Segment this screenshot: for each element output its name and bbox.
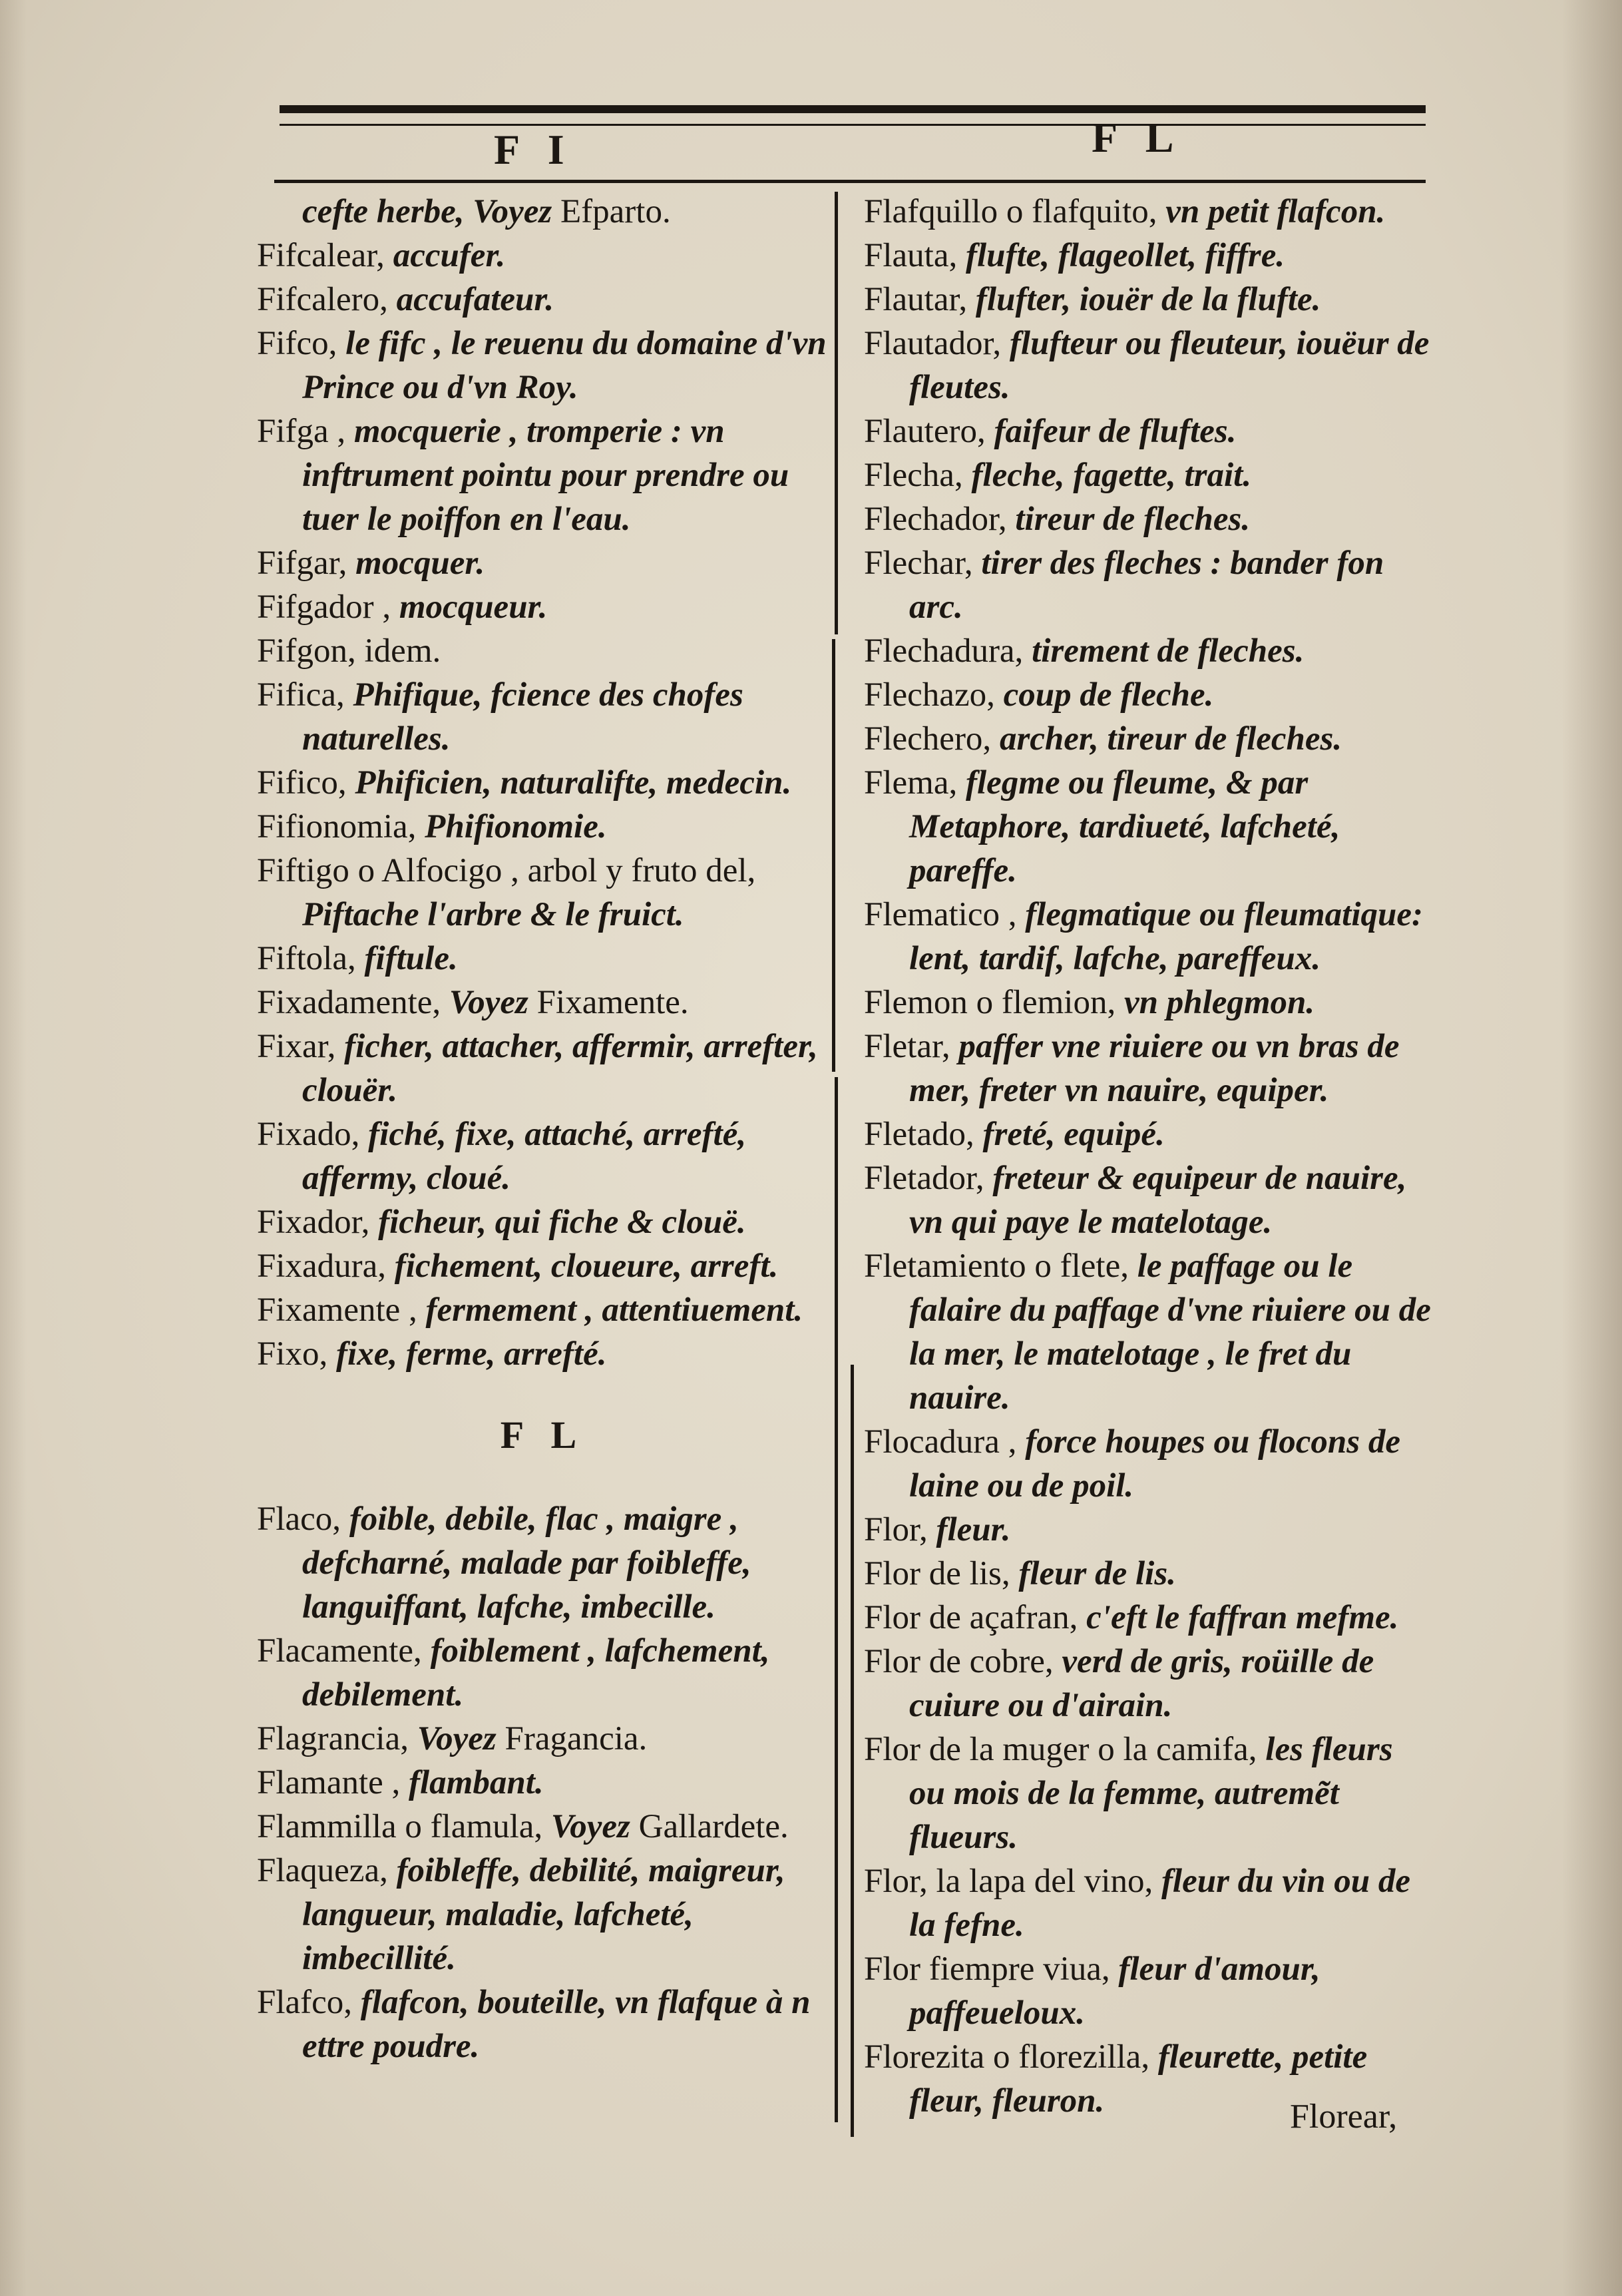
dictionary-entry (257, 1717, 829, 1761)
definition: paffer vne riuiere ou vn bras de mer, freter vn nauire, equiper. (909, 1028, 1400, 1109)
dictionary-entry (257, 585, 829, 629)
cross-reference: Fragancia. (496, 1720, 648, 1757)
definition: Voyez (417, 1720, 497, 1757)
headword: Flautador, (864, 325, 1010, 362)
definition: foibleffe, debilité, maigreur, langueur, maladie, lafcheté, imbecillité. (302, 1852, 785, 1977)
definition: Voyez (550, 1808, 630, 1845)
definition: Voyez (449, 984, 528, 1021)
definition: Phifique, fcience des chofes naturelles. (302, 676, 743, 758)
definition: cefte herbe, Voyez (302, 193, 552, 230)
dictionary-entry (257, 541, 829, 585)
dictionary-entry (257, 1805, 829, 1849)
headword: Flechadura, (864, 632, 1032, 670)
definition: c'eft le faffran mefme. (1086, 1599, 1399, 1636)
headword: Flafco, (257, 1984, 361, 2021)
dictionary-entry (864, 1420, 1436, 1508)
headword: Fifcalear, (257, 237, 393, 274)
dictionary-entry (257, 1025, 829, 1112)
dictionary-entry (257, 1849, 829, 1980)
left-column (257, 190, 829, 2068)
dictionary-entry (864, 893, 1436, 981)
definition: tirer des fleches : bander fon arc. (909, 545, 1384, 626)
definition: le paffage ou le falaire du paffage d'vne riuiere ou de la mer, le matelotage , le fret du nauire. (909, 1248, 1431, 1417)
definition: le fifc , le reuenu du domaine d'vn Prince ou d'vn Roy. (302, 325, 827, 406)
dictionary-entry (864, 981, 1436, 1025)
column-divider (851, 1365, 854, 2137)
headword: Fiftigo o Alfocigo , arbol y fruto del, (257, 852, 756, 889)
dictionary-entry (864, 322, 1436, 409)
headword: Flautero, (864, 413, 994, 450)
headword: Flor de açafran, (864, 1599, 1087, 1636)
headword: Flor, (864, 1511, 936, 1548)
headword: Fifica, (257, 676, 353, 714)
dictionary-entry (864, 1112, 1436, 1156)
dictionary-entry (864, 541, 1436, 629)
headword: Fifgon, idem. (257, 632, 441, 670)
left-entries-top (257, 190, 829, 1376)
dictionary-entry (257, 1980, 829, 2068)
definition: foible, debile, flac , maigre , defcharné, malade par foibleffe, languiffant, lafche, imbecille. (302, 1500, 751, 1626)
headword: Fixadura, (257, 1248, 395, 1285)
definition: fleche, fagette, trait. (971, 457, 1252, 494)
headword: Flacamente, (257, 1632, 431, 1670)
headword: Fletamiento o flete, (864, 1248, 1137, 1285)
dictionary-entry (864, 1640, 1436, 1727)
headword: Flechador, (864, 501, 1016, 538)
headword: Flematico , (864, 896, 1026, 933)
headword: Flor de la muger o la camifa, (864, 1731, 1266, 1768)
headword: Flechar, (864, 545, 982, 582)
definition: flegme ou fleume, & par Metaphore, tardiueté, lafcheté, pareffe. (909, 764, 1340, 889)
definition: flambant. (409, 1764, 544, 1801)
headword: Fifga , (257, 413, 354, 450)
dictionary-entry (864, 1947, 1436, 2035)
running-head-right: F L (1092, 114, 1183, 161)
dictionary-entry (257, 937, 829, 981)
definition: mocquer. (355, 545, 485, 582)
page-edge-shadow-right (1562, 0, 1622, 2296)
dictionary-entry (257, 1761, 829, 1805)
definition: fermement , attentiuement. (425, 1291, 803, 1329)
definition: tireur de fleches. (1015, 501, 1251, 538)
dictionary-entry (864, 1859, 1436, 1947)
headword: Fixadamente, (257, 984, 449, 1021)
definition: Phifionomie. (425, 808, 607, 845)
dictionary-entry (257, 1497, 829, 1629)
headword: Flautar, (864, 281, 976, 318)
top-rule (280, 105, 1426, 113)
headword: Fixo, (257, 1335, 337, 1373)
headword: Fiftola, (257, 940, 365, 977)
headword: Flor de cobre, (864, 1643, 1062, 1680)
cross-reference: Gallardete. (630, 1808, 789, 1845)
running-head-left: F I (494, 126, 574, 173)
headword: Fixador, (257, 1204, 379, 1241)
headword: Fixado, (257, 1116, 369, 1153)
dictionary-entry (864, 673, 1436, 717)
definition: Phificien, naturalifte, medecin. (355, 764, 792, 802)
definition: fleur du vin ou de la fefne. (909, 1863, 1410, 1944)
definition: foiblement , lafchement, debilement. (302, 1632, 770, 1714)
dictionary-entry (864, 1596, 1436, 1640)
headword: Flema, (864, 764, 966, 802)
dictionary-entry (257, 629, 829, 673)
definition: ficheur, qui fiche & clouë. (378, 1204, 746, 1241)
dictionary-entry (864, 278, 1436, 322)
headword: Flagrancia, (257, 1720, 417, 1757)
column-divider (832, 639, 835, 1072)
headword: Fletar, (864, 1028, 959, 1065)
definition: coup de fleche. (1003, 676, 1214, 714)
left-entries-bottom (257, 1497, 829, 2068)
dictionary-entry (257, 1112, 829, 1200)
dictionary-entry (257, 409, 829, 541)
headword: Fletador, (864, 1160, 993, 1197)
definition: fichement, cloueure, arreft. (394, 1248, 779, 1285)
headword: Fifico, (257, 764, 355, 802)
definition: verd de gris, roüille de cuiure ou d'airain. (909, 1643, 1374, 1724)
definition: tirement de fleches. (1032, 632, 1305, 670)
right-entries (864, 190, 1436, 2123)
page-edge-shadow-left (0, 0, 27, 2296)
headword: Fifgar, (257, 545, 356, 582)
dictionary-entry (257, 981, 829, 1025)
headword: Flamante , (257, 1764, 409, 1801)
dictionary-entry (864, 1727, 1436, 1859)
column-divider (835, 1077, 838, 2122)
headword: Flecha, (864, 457, 972, 494)
dictionary-entry (257, 849, 829, 937)
dictionary-entry (257, 234, 829, 278)
definition: mocqueur. (399, 588, 548, 626)
definition: Piftache l'arbre & le fruict. (302, 896, 684, 933)
cross-reference: Efparto. (552, 193, 671, 230)
headword: Flemon o flemion, (864, 984, 1124, 1021)
definition: mocquerie , tromperie : vn inftrument pointu pour prendre ou tuer le poiffon en l'eau. (302, 413, 789, 538)
dictionary-entry (257, 322, 829, 409)
headword: Flor de lis, (864, 1555, 1019, 1592)
headword: Fixamente , (257, 1291, 426, 1329)
definition: flufteur ou fleuteur, iouëur de fleutes. (909, 325, 1430, 406)
definition: faifeur de fluftes. (994, 413, 1237, 450)
definition: fleur de lis. (1018, 1555, 1176, 1592)
headword: Flafquillo o flafquito, (864, 193, 1166, 230)
dictionary-entry (864, 1508, 1436, 1552)
dictionary-entry (864, 497, 1436, 541)
dictionary-entry (864, 761, 1436, 893)
dictionary-entry (257, 1332, 829, 1376)
definition: accufer. (393, 237, 506, 274)
dictionary-entry (864, 1156, 1436, 1244)
headword: Florezita o florezilla, (864, 2038, 1158, 2076)
dictionary-entry (257, 1200, 829, 1244)
definition: flafcon, bouteille, vn flafque à n ettre poudre. (302, 1984, 811, 2065)
headword: Flechero, (864, 720, 1000, 758)
headword: Flor, la lapa del vino, (864, 1863, 1161, 1900)
headword: Flor fiempre viua, (864, 1951, 1119, 1988)
dictionary-entry (257, 1629, 829, 1717)
headword: Fifco, (257, 325, 346, 362)
definition: fixe, ferme, arrefté. (336, 1335, 607, 1373)
dictionary-entry (864, 234, 1436, 278)
headword: Flocadura , (864, 1423, 1026, 1461)
dictionary-entry (864, 409, 1436, 453)
definition: fiché, fixe, attaché, arrefté, affermy, cloué. (302, 1116, 747, 1197)
headword: Flaco, (257, 1500, 349, 1538)
definition: fleurette, petite fleur, fleuron. (909, 2038, 1368, 2120)
dictionary-entry (864, 190, 1436, 234)
dictionary-entry (257, 761, 829, 805)
headword: Fixar, (257, 1028, 345, 1065)
headword: Flechazo, (864, 676, 1004, 714)
definition: vn petit flafcon. (1165, 193, 1386, 230)
dictionary-entry (864, 1552, 1436, 1596)
definition: accufateur. (396, 281, 554, 318)
dictionary-entry (864, 1244, 1436, 1420)
dictionary-entry (257, 1244, 829, 1288)
definition: les fleurs ou mois de la femme, autremẽt flueurs. (909, 1731, 1393, 1856)
top-rule-thin (280, 124, 1426, 126)
headword: Fletado, (864, 1116, 983, 1153)
dictionary-entry (257, 278, 829, 322)
catchword: Florear, (1290, 2098, 1398, 2136)
header-rule (274, 180, 1426, 183)
dictionary-entry (257, 673, 829, 761)
dictionary-entry (864, 453, 1436, 497)
definition: flufter, iouër de la flufte. (975, 281, 1321, 318)
cross-reference: Fixamente. (528, 984, 689, 1021)
dictionary-entry (257, 805, 829, 849)
definition: flegmatique ou fleumatique: lent, tardif, lafche, pareffeux. (909, 896, 1424, 977)
headword: Flaqueza, (257, 1852, 397, 1889)
column-divider (835, 192, 838, 634)
right-column (864, 190, 1436, 2123)
dictionary-entry (864, 629, 1436, 673)
dictionary-entry (864, 1025, 1436, 1112)
headword: Flammilla o flamula, (257, 1808, 551, 1845)
definition: force houpes ou flocons de laine ou de poil. (909, 1423, 1401, 1504)
headword: Fifgador , (257, 588, 399, 626)
dictionary-entry (257, 1288, 829, 1332)
definition: ficher, attacher, affermir, arrefter, clouër. (302, 1028, 818, 1109)
definition: vn phlegmon. (1123, 984, 1315, 1021)
definition: archer, tireur de fleches. (999, 720, 1342, 758)
definition: freteur & equipeur de nauire, vn qui paye le matelotage. (909, 1160, 1407, 1241)
section-heading: F L (500, 1413, 586, 1457)
dictionary-entry (257, 190, 829, 234)
definition: fleur d'amour, paffeueloux. (909, 1951, 1320, 2032)
headword: Fifionomia, (257, 808, 425, 845)
definition: fiftule. (364, 940, 458, 977)
headword: Fifcalero, (257, 281, 397, 318)
headword: Flauta, (864, 237, 966, 274)
definition: freté, equipé. (982, 1116, 1165, 1153)
dictionary-entry (864, 717, 1436, 761)
definition: fleur. (936, 1511, 1011, 1548)
definition: flufte, flageollet, fiffre. (965, 237, 1285, 274)
